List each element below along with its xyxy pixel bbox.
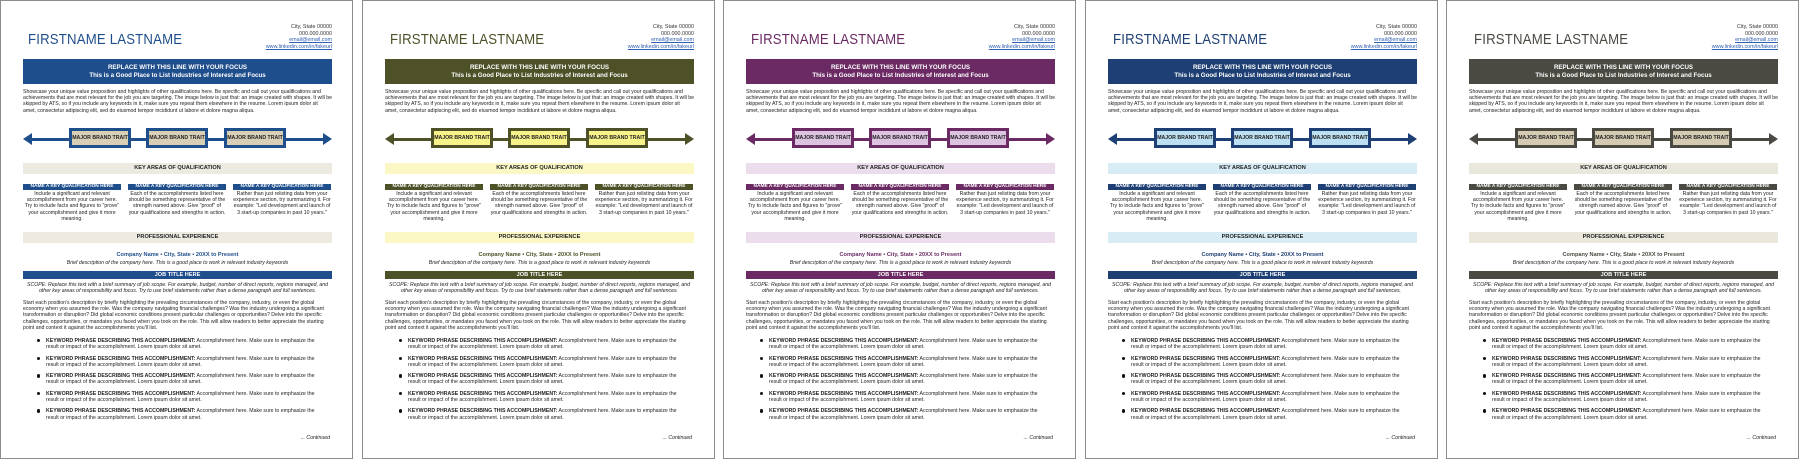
qualification-heading: NAME A KEY QUALIFICATION HERE — [1108, 184, 1206, 190]
contact-phone: 000.000.0000 — [661, 30, 694, 37]
accomplishment-keyword: KEYWORD PHRASE DESCRIBING THIS ACCOMPLISHMENT: — [1131, 355, 1281, 362]
accomplishment-text: Accomplishment here. Make sure to emphasize the result or impact of the accomplishment. Lorem ipsum dolor sit amet. — [769, 408, 1038, 421]
banner-focus-line: REPLACE WITH THIS LINE WITH YOUR FOCUS — [1553, 64, 1694, 71]
qualification-column — [1318, 184, 1416, 216]
candidate-name: FIRSTNAME LASTNAME — [390, 31, 545, 48]
brand-trait-box: MAJOR BRAND TRAIT — [792, 128, 854, 148]
brand-trait-box: MAJOR BRAND TRAIT — [1592, 128, 1654, 148]
contact-city: City, State 00000 — [1737, 24, 1778, 30]
qualification-heading: NAME A KEY QUALIFICATION HERE — [746, 184, 844, 190]
brand-trait-box: MAJOR BRAND TRAIT — [1154, 128, 1216, 148]
qualification-heading: NAME A KEY QUALIFICATION HERE — [1318, 184, 1416, 190]
qualification-column — [1679, 184, 1777, 216]
bullet-icon — [399, 339, 402, 342]
accomplishment-keyword: KEYWORD PHRASE DESCRIBING THIS ACCOMPLISHMENT: — [408, 355, 558, 362]
qualification-heading: NAME A KEY QUALIFICATION HERE — [956, 184, 1054, 190]
accomplishment-keyword: KEYWORD PHRASE DESCRIBING THIS ACCOMPLISHMENT: — [769, 408, 919, 415]
accomplishment-text: Accomplishment here. Make sure to emphasize the result or impact of the accomplishment. Lorem ipsum dolor sit amet. — [46, 355, 315, 368]
bullet-icon — [37, 374, 40, 377]
qualification-column — [490, 184, 588, 216]
brand-trait-box: MAJOR BRAND TRAIT — [69, 128, 131, 148]
accomplishment-keyword: KEYWORD PHRASE DESCRIBING THIS ACCOMPLISHMENT: — [46, 390, 196, 397]
contact-block — [1351, 24, 1417, 50]
accomplishment-text: Accomplishment here. Make sure to emphasize the result or impact of the accomplishment. Lorem ipsum dolor sit amet. — [408, 408, 677, 421]
accomplishment-keyword: KEYWORD PHRASE DESCRIBING THIS ACCOMPLISHMENT: — [769, 373, 919, 380]
bullet-icon — [1483, 357, 1486, 360]
accomplishment-keyword: KEYWORD PHRASE DESCRIBING THIS ACCOMPLISHMENT: — [769, 338, 919, 344]
qualification-text: Include a significant and relevant accomplishment from your career here. Try to include facts and figures to "prove" your accomplishment and give it more meaning. — [1470, 191, 1566, 222]
brand-trait-box: MAJOR BRAND TRAIT — [947, 128, 1009, 148]
contact-city: City, State 00000 — [1014, 24, 1055, 30]
accomplishment-item — [1483, 391, 1773, 403]
qualification-column — [851, 184, 949, 216]
accomplishment-item — [37, 391, 327, 403]
qualification-heading: NAME A KEY QUALIFICATION HERE — [1213, 184, 1311, 190]
qualification-column — [128, 184, 226, 216]
job-scope: SCOPE: Replace this text with a brief summary of job scope. For example, budget, number of direct reports, regions managed, and other key areas of responsibility and focus. Try to use brief statements rather than a dense paragraph and full sentences. — [26, 282, 329, 295]
bullet-icon — [1483, 409, 1486, 412]
key-areas-heading: KEY AREAS OF QUALIFICATION — [1108, 163, 1417, 174]
accomplishment-text: Accomplishment here. Make sure to emphasize the result or impact of the accomplishment. Lorem ipsum dolor sit amet. — [1131, 408, 1400, 421]
focus-banner — [1108, 59, 1417, 84]
bullet-icon — [1122, 339, 1125, 342]
value-proposition-summary: Showcase your unique value proposition and highlights of other qualifications here. Be specific and call out your qualifications and achievements that are most relevant for the job you are targeting. The image below is just that: an image created with shapes. It will be skipped by ATS, so if you include any keywords in it, make sure you repeat them elsewhere in the resume. Lorem ipsum dolor sit amet, consectetur adipiscing elit, sed do eiusmod tempor incididunt ut labore et dolore magna aliqua. — [385, 89, 695, 114]
company-line: Company Name • City, State • 20XX to Present — [478, 252, 601, 258]
accomplishment-item — [760, 408, 1050, 420]
bullet-icon — [760, 357, 763, 360]
job-context-paragraph: Start each position's description by briefly highlighting the prevailing circumstances of the company, industry, or even the global economy when you assumed the role. Was the company navigating financial challenges? Was the industry undergoing a significant transformation or disruption? Did global economic conditions present particular challenges or opportunities? Delve into the specific challenges, opportunities, or mandates you faced when you took on the role. This will allow readers to better appreciate the starting point and context it against the accomplishments you'll list. — [385, 300, 686, 331]
accomplishment-text: Accomplishment here. Make sure to emphasize the result or impact of the accomplishment. Lorem ipsum dolor sit amet. — [46, 338, 315, 351]
arrow-right-icon — [1046, 133, 1055, 145]
company-brief: Brief description of the company here. This is a good place to work in relevant industry keywords — [428, 260, 651, 266]
qualification-heading: NAME A KEY QUALIFICATION HERE — [128, 184, 226, 190]
arrow-right-icon — [1769, 133, 1778, 145]
job-title-bar: JOB TITLE HERE — [746, 271, 1055, 279]
accomplishment-keyword: KEYWORD PHRASE DESCRIBING THIS ACCOMPLISHMENT: — [1492, 355, 1642, 362]
contact-linkedin-link[interactable]: www.linkedin.com/in/fakeurl — [1711, 43, 1778, 50]
job-scope: SCOPE: Replace this text with a brief summary of job scope. For example, budget, number of direct reports, regions managed, and other key areas of responsibility and focus. Try to use brief statements rather than a dense paragraph and full sentences. — [388, 282, 691, 295]
banner-industries-line: This is a Good Place to List Industries of Interest and Focus — [1535, 72, 1712, 79]
brand-trait-box: MAJOR BRAND TRAIT — [586, 128, 648, 148]
accomplishment-item — [399, 408, 689, 420]
job-scope: SCOPE: Replace this text with a brief summary of job scope. For example, budget, number of direct reports, regions managed, and other key areas of responsibility and focus. Try to use brief statements rather than a dense paragraph and full sentences. — [749, 282, 1052, 295]
continued-note: ... Continued — [1385, 435, 1415, 441]
bullet-icon — [1483, 392, 1486, 395]
qualification-column — [233, 184, 331, 216]
brand-trait-box: MAJOR BRAND TRAIT — [869, 128, 931, 148]
qualification-text: Each of the accomplishments listed here should be something representative of the strength named above. Give "proof" of your qualifications and strengths in action. — [490, 191, 588, 216]
qualification-text: Each of the accomplishments listed here should be something representative of the strength named above. Give "proof" of your qualifications and strengths in action. — [851, 191, 949, 216]
accomplishment-keyword: KEYWORD PHRASE DESCRIBING THIS ACCOMPLISHMENT: — [46, 338, 196, 344]
bullet-icon — [760, 392, 763, 395]
continued-note: ... Continued — [1746, 435, 1776, 441]
brand-trait-box: MAJOR BRAND TRAIT — [1231, 128, 1293, 148]
bullet-icon — [1483, 339, 1486, 342]
contact-email-link[interactable]: email@email.com — [289, 37, 332, 44]
contact-city: City, State 00000 — [291, 24, 332, 30]
accomplishment-text: Accomplishment here. Make sure to emphasize the result or impact of the accomplishment. Lorem ipsum dolor sit amet. — [408, 338, 677, 351]
arrow-left-icon — [23, 133, 32, 145]
accomplishment-item — [399, 391, 689, 403]
bullet-icon — [760, 339, 763, 342]
qualification-column — [385, 184, 483, 222]
company-brief: Brief description of the company here. This is a good place to work in relevant industry keywords — [1151, 260, 1374, 266]
resume-page — [723, 0, 1076, 459]
value-proposition-summary: Showcase your unique value proposition and highlights of other qualifications here. Be specific and call out your qualifications and achievements that are most relevant for the job you are targeting. The image below is just that: an image created with shapes. It will be skipped by ATS, so if you include any keywords in it, make sure you repeat them elsewhere in the resume. Lorem ipsum dolor sit amet, consectetur adipiscing elit, sed do eiusmod tempor incididunt ut labore et dolore magna aliqua. — [746, 89, 1056, 114]
arrow-right-icon — [685, 133, 694, 145]
company-line: Company Name • City, State • 20XX to Present — [1562, 252, 1685, 258]
bullet-icon — [760, 374, 763, 377]
qualification-heading: NAME A KEY QUALIFICATION HERE — [233, 184, 331, 190]
accomplishment-text: Accomplishment here. Make sure to emphasize the result or impact of the accomplishment. Lorem ipsum dolor sit amet. — [1492, 338, 1761, 351]
bullet-icon — [1122, 409, 1125, 412]
bullet-icon — [1122, 357, 1125, 360]
focus-banner — [23, 59, 332, 84]
accomplishment-item — [37, 408, 327, 420]
accomplishment-list — [1483, 338, 1773, 426]
accomplishment-item — [37, 356, 327, 368]
job-context-paragraph: Start each position's description by briefly highlighting the prevailing circumstances of the company, industry, or even the global economy when you assumed the role. Was the company navigating financial challenges? Was the industry undergoing a significant transformation or disruption? Did global economic conditions present particular challenges or opportunities? Delve into the specific challenges, opportunities, or mandates you faced when you took on the role. This will allow readers to better appreciate the starting point and context it against the accomplishments you'll list. — [1469, 300, 1770, 331]
contact-linkedin-link[interactable]: www.linkedin.com/in/fakeurl — [627, 43, 694, 50]
focus-banner — [1469, 59, 1778, 84]
key-areas-heading: KEY AREAS OF QUALIFICATION — [1469, 163, 1778, 174]
bullet-icon — [1122, 392, 1125, 395]
accomplishment-text: Accomplishment here. Make sure to emphasize the result or impact of the accomplishment. Lorem ipsum dolor sit amet. — [408, 373, 677, 386]
accomplishment-item — [1122, 391, 1412, 403]
bullet-icon — [399, 392, 402, 395]
experience-heading: PROFESSIONAL EXPERIENCE — [385, 232, 694, 243]
accomplishment-keyword: KEYWORD PHRASE DESCRIBING THIS ACCOMPLISHMENT: — [1492, 338, 1642, 344]
qualification-text: Include a significant and relevant accomplishment from your career here. Try to include facts and figures to "prove" your accomplishment and give it more meaning. — [1109, 191, 1205, 222]
accomplishment-text: Accomplishment here. Make sure to emphasize the result or impact of the accomplishment. Lorem ipsum dolor sit amet. — [408, 355, 677, 368]
qualification-column — [956, 184, 1054, 216]
qualification-heading: NAME A KEY QUALIFICATION HERE — [851, 184, 949, 190]
bullet-icon — [37, 357, 40, 360]
accomplishment-keyword: KEYWORD PHRASE DESCRIBING THIS ACCOMPLISHMENT: — [46, 355, 196, 362]
accomplishment-text: Accomplishment here. Make sure to emphasize the result or impact of the accomplishment. Lorem ipsum dolor sit amet. — [1492, 390, 1761, 403]
resume-page — [0, 0, 353, 459]
contact-email-link[interactable]: email@email.com — [1374, 37, 1417, 44]
qualification-text: Include a significant and relevant accomplishment from your career here. Try to include facts and figures to "prove" your accomplishment and give it more meaning. — [386, 191, 482, 222]
banner-industries-line: This is a Good Place to List Industries of Interest and Focus — [451, 72, 628, 79]
bullet-icon — [37, 409, 40, 412]
accomplishment-text: Accomplishment here. Make sure to emphasize the result or impact of the accomplishment. Lorem ipsum dolor sit amet. — [408, 390, 677, 403]
accomplishment-item — [399, 356, 689, 368]
contact-block — [266, 24, 332, 50]
focus-banner — [746, 59, 1055, 84]
candidate-name: FIRSTNAME LASTNAME — [751, 31, 906, 48]
accomplishment-keyword: KEYWORD PHRASE DESCRIBING THIS ACCOMPLISHMENT: — [46, 373, 196, 380]
job-scope: SCOPE: Replace this text with a brief summary of job scope. For example, budget, number of direct reports, regions managed, and other key areas of responsibility and focus. Try to use brief statements rather than a dense paragraph and full sentences. — [1111, 282, 1414, 295]
value-proposition-summary: Showcase your unique value proposition and highlights of other qualifications here. Be specific and call out your qualifications and achievements that are most relevant for the job you are targeting. The image below is just that: an image created with shapes. It will be skipped by ATS, so if you include any keywords in it, make sure you repeat them elsewhere in the resume. Lorem ipsum dolor sit amet, consectetur adipiscing elit, sed do eiusmod tempor incididunt ut labore et dolore magna aliqua. — [1469, 89, 1779, 114]
qualification-heading: NAME A KEY QUALIFICATION HERE — [1574, 184, 1672, 190]
qualification-text: Each of the accomplishments listed here should be something representative of the strength named above. Give "proof" of your qualifications and strengths in action. — [1213, 191, 1311, 216]
accomplishment-text: Accomplishment here. Make sure to emphasize the result or impact of the accomplishment. Lorem ipsum dolor sit amet. — [1492, 408, 1761, 421]
brand-trait-box: MAJOR BRAND TRAIT — [1309, 128, 1371, 148]
accomplishment-item — [760, 391, 1050, 403]
company-line: Company Name • City, State • 20XX to Present — [839, 252, 962, 258]
contact-email-link[interactable]: email@email.com — [651, 37, 694, 44]
banner-industries-line: This is a Good Place to List Industries of Interest and Focus — [1174, 72, 1351, 79]
bullet-icon — [37, 392, 40, 395]
continued-note: ... Continued — [300, 435, 330, 441]
candidate-name: FIRSTNAME LASTNAME — [28, 31, 183, 48]
qualification-heading: NAME A KEY QUALIFICATION HERE — [385, 184, 483, 190]
brand-trait-box: MAJOR BRAND TRAIT — [146, 128, 208, 148]
accomplishment-keyword: KEYWORD PHRASE DESCRIBING THIS ACCOMPLISHMENT: — [769, 355, 919, 362]
brand-trait-box: MAJOR BRAND TRAIT — [1670, 128, 1732, 148]
banner-industries-line: This is a Good Place to List Industries of Interest and Focus — [89, 72, 266, 79]
accomplishment-item — [1483, 408, 1773, 420]
qualification-text: Include a significant and relevant accomplishment from your career here. Try to include facts and figures to "prove" your accomplishment and give it more meaning. — [747, 191, 843, 222]
accomplishment-text: Accomplishment here. Make sure to emphasize the result or impact of the accomplishment. Lorem ipsum dolor sit amet. — [1492, 355, 1761, 368]
qualification-column — [1574, 184, 1672, 216]
bullet-icon — [1483, 374, 1486, 377]
accomplishment-list — [1122, 338, 1412, 426]
accomplishment-item — [1483, 338, 1773, 350]
job-title-bar: JOB TITLE HERE — [1469, 271, 1778, 279]
contact-block — [628, 24, 694, 50]
experience-heading: PROFESSIONAL EXPERIENCE — [1469, 232, 1778, 243]
company-brief: Brief description of the company here. This is a good place to work in relevant industry keywords — [1512, 260, 1735, 266]
accomplishment-item — [1483, 373, 1773, 385]
accomplishment-item — [1122, 408, 1412, 420]
value-proposition-summary: Showcase your unique value proposition and highlights of other qualifications here. Be specific and call out your qualifications and achievements that are most relevant for the job you are targeting. The image below is just that: an image created with shapes. It will be skipped by ATS, so if you include any keywords in it, make sure you repeat them elsewhere in the resume. Lorem ipsum dolor sit amet, consectetur adipiscing elit, sed do eiusmod tempor incididunt ut labore et dolore magna aliqua. — [23, 89, 333, 114]
accomplishment-keyword: KEYWORD PHRASE DESCRIBING THIS ACCOMPLISHMENT: — [1492, 408, 1642, 415]
bullet-icon — [1122, 374, 1125, 377]
company-line: Company Name • City, State • 20XX to Present — [116, 252, 239, 258]
banner-focus-line: REPLACE WITH THIS LINE WITH YOUR FOCUS — [469, 64, 610, 71]
qualification-column — [1213, 184, 1311, 216]
banner-focus-line: REPLACE WITH THIS LINE WITH YOUR FOCUS — [107, 64, 248, 71]
qualification-heading: NAME A KEY QUALIFICATION HERE — [23, 184, 121, 190]
job-scope: SCOPE: Replace this text with a brief summary of job scope. For example, budget, number of direct reports, regions managed, and other key areas of responsibility and focus. Try to use brief statements rather than a dense paragraph and full sentences. — [1472, 282, 1775, 295]
accomplishment-item — [1122, 356, 1412, 368]
qualification-heading: NAME A KEY QUALIFICATION HERE — [490, 184, 588, 190]
accomplishment-text: Accomplishment here. Make sure to emphasize the result or impact of the accomplishment. Lorem ipsum dolor sit amet. — [769, 338, 1038, 351]
accomplishment-keyword: KEYWORD PHRASE DESCRIBING THIS ACCOMPLISHMENT: — [1492, 390, 1642, 397]
accomplishment-text: Accomplishment here. Make sure to emphasize the result or impact of the accomplishment. Lorem ipsum dolor sit amet. — [1131, 390, 1400, 403]
qualification-text: Rather than just relisting data from your experience section, try summarizing it. For example: "Led development and launch of 3 start-up companies in past 10 years." — [595, 191, 693, 216]
continued-note: ... Continued — [1023, 435, 1053, 441]
focus-banner — [385, 59, 694, 84]
accomplishment-keyword: KEYWORD PHRASE DESCRIBING THIS ACCOMPLISHMENT: — [1492, 373, 1642, 380]
candidate-name: FIRSTNAME LASTNAME — [1474, 31, 1629, 48]
arrow-left-icon — [1469, 133, 1478, 145]
job-context-paragraph: Start each position's description by briefly highlighting the prevailing circumstances of the company, industry, or even the global economy when you assumed the role. Was the company navigating financial challenges? Was the industry undergoing a significant transformation or disruption? Did global economic conditions present particular challenges or opportunities? Delve into the specific challenges, opportunities, or mandates you faced when you took on the role. This will allow readers to better appreciate the starting point and context it against the accomplishments you'll list. — [23, 300, 324, 331]
brand-trait-box: MAJOR BRAND TRAIT — [431, 128, 493, 148]
accomplishment-item — [760, 373, 1050, 385]
qualification-heading: NAME A KEY QUALIFICATION HERE — [1469, 184, 1567, 190]
contact-email-link[interactable]: email@email.com — [1735, 37, 1778, 44]
accomplishment-list — [760, 338, 1050, 426]
arrow-right-icon — [323, 133, 332, 145]
accomplishment-keyword: KEYWORD PHRASE DESCRIBING THIS ACCOMPLISHMENT: — [408, 408, 558, 415]
bullet-icon — [399, 409, 402, 412]
accomplishment-text: Accomplishment here. Make sure to emphasize the result or impact of the accomplishment. Lorem ipsum dolor sit amet. — [46, 373, 315, 386]
contact-linkedin-link[interactable]: www.linkedin.com/in/fakeurl — [988, 43, 1055, 50]
banner-focus-line: REPLACE WITH THIS LINE WITH YOUR FOCUS — [830, 64, 971, 71]
experience-heading: PROFESSIONAL EXPERIENCE — [23, 232, 332, 243]
accomplishment-keyword: KEYWORD PHRASE DESCRIBING THIS ACCOMPLISHMENT: — [408, 373, 558, 380]
job-title-bar: JOB TITLE HERE — [385, 271, 694, 279]
accomplishment-text: Accomplishment here. Make sure to emphasize the result or impact of the accomplishment. Lorem ipsum dolor sit amet. — [46, 408, 315, 421]
contact-phone: 000.000.0000 — [299, 30, 332, 37]
accomplishment-item — [1122, 338, 1412, 350]
bullet-icon — [760, 409, 763, 412]
contact-city: City, State 00000 — [653, 24, 694, 30]
accomplishment-keyword: KEYWORD PHRASE DESCRIBING THIS ACCOMPLISHMENT: — [46, 408, 196, 415]
accomplishment-list — [37, 338, 327, 426]
accomplishment-item — [760, 338, 1050, 350]
qualification-text: Rather than just relisting data from your experience section, try summarizing it. For example: "Led development and launch of 3 start-up companies in past 10 years." — [1318, 191, 1416, 216]
arrow-left-icon — [385, 133, 394, 145]
accomplishment-keyword: KEYWORD PHRASE DESCRIBING THIS ACCOMPLISHMENT: — [408, 338, 558, 344]
brand-trait-box: MAJOR BRAND TRAIT — [224, 128, 286, 148]
accomplishment-keyword: KEYWORD PHRASE DESCRIBING THIS ACCOMPLISHMENT: — [1131, 338, 1281, 344]
contact-email-link[interactable]: email@email.com — [1012, 37, 1055, 44]
job-title-bar: JOB TITLE HERE — [1108, 271, 1417, 279]
job-context-paragraph: Start each position's description by briefly highlighting the prevailing circumstances of the company, industry, or even the global economy when you assumed the role. Was the company navigating financial challenges? Was the industry undergoing a significant transformation or disruption? Did global economic conditions present particular challenges or opportunities? Delve into the specific challenges, opportunities, or mandates you faced when you took on the role. This will allow readers to better appreciate the starting point and context it against the accomplishments you'll list. — [746, 300, 1047, 331]
qualification-column — [1108, 184, 1206, 222]
contact-phone: 000.000.0000 — [1384, 30, 1417, 37]
contact-phone: 000.000.0000 — [1022, 30, 1055, 37]
accomplishment-text: Accomplishment here. Make sure to emphasize the result or impact of the accomplishment. Lorem ipsum dolor sit amet. — [1131, 355, 1400, 368]
accomplishment-list — [399, 338, 689, 426]
accomplishment-text: Accomplishment here. Make sure to emphasize the result or impact of the accomplishment. Lorem ipsum dolor sit amet. — [1492, 373, 1761, 386]
contact-linkedin-link[interactable]: www.linkedin.com/in/fakeurl — [265, 43, 332, 50]
company-brief: Brief description of the company here. This is a good place to work in relevant industry keywords — [66, 260, 289, 266]
arrow-left-icon — [746, 133, 755, 145]
candidate-name: FIRSTNAME LASTNAME — [1113, 31, 1268, 48]
job-title-bar: JOB TITLE HERE — [23, 271, 332, 279]
key-areas-heading: KEY AREAS OF QUALIFICATION — [23, 163, 332, 174]
key-areas-heading: KEY AREAS OF QUALIFICATION — [746, 163, 1055, 174]
value-proposition-summary: Showcase your unique value proposition and highlights of other qualifications here. Be specific and call out your qualifications and achievements that are most relevant for the job you are targeting. The image below is just that: an image created with shapes. It will be skipped by ATS, so if you include any keywords in it, make sure you repeat them elsewhere in the resume. Lorem ipsum dolor sit amet, consectetur adipiscing elit, sed do eiusmod tempor incididunt ut labore et dolore magna aliqua. — [1108, 89, 1418, 114]
qualification-text: Include a significant and relevant accomplishment from your career here. Try to include facts and figures to "prove" your accomplishment and give it more meaning. — [24, 191, 120, 222]
accomplishment-text: Accomplishment here. Make sure to emphasize the result or impact of the accomplishment. Lorem ipsum dolor sit amet. — [769, 390, 1038, 403]
qualification-column — [746, 184, 844, 222]
bullet-icon — [37, 339, 40, 342]
qualification-text: Rather than just relisting data from your experience section, try summarizing it. For example: "Led development and launch of 3 start-up companies in past 10 years." — [1679, 191, 1777, 216]
key-areas-heading: KEY AREAS OF QUALIFICATION — [385, 163, 694, 174]
accomplishment-item — [37, 373, 327, 385]
accomplishment-keyword: KEYWORD PHRASE DESCRIBING THIS ACCOMPLISHMENT: — [408, 390, 558, 397]
accomplishment-text: Accomplishment here. Make sure to emphasize the result or impact of the accomplishment. Lorem ipsum dolor sit amet. — [46, 390, 315, 403]
qualification-text: Rather than just relisting data from your experience section, try summarizing it. For example: "Led development and launch of 3 start-up companies in past 10 years." — [233, 191, 331, 216]
accomplishment-item — [399, 338, 689, 350]
company-line: Company Name • City, State • 20XX to Present — [1201, 252, 1324, 258]
banner-focus-line: REPLACE WITH THIS LINE WITH YOUR FOCUS — [1192, 64, 1333, 71]
arrow-left-icon — [1108, 133, 1117, 145]
continued-note: ... Continued — [662, 435, 692, 441]
accomplishment-item — [399, 373, 689, 385]
accomplishment-keyword: KEYWORD PHRASE DESCRIBING THIS ACCOMPLISHMENT: — [1131, 408, 1281, 415]
contact-block — [989, 24, 1055, 50]
job-context-paragraph: Start each position's description by briefly highlighting the prevailing circumstances of the company, industry, or even the global economy when you assumed the role. Was the company navigating financial challenges? Was the industry undergoing a significant transformation or disruption? Did global economic conditions present particular challenges or opportunities? Delve into the specific challenges, opportunities, or mandates you faced when you took on the role. This will allow readers to better appreciate the starting point and context it against the accomplishments you'll list. — [1108, 300, 1409, 331]
qualification-column — [23, 184, 121, 222]
qualification-heading: NAME A KEY QUALIFICATION HERE — [595, 184, 693, 190]
experience-heading: PROFESSIONAL EXPERIENCE — [746, 232, 1055, 243]
arrow-right-icon — [1408, 133, 1417, 145]
contact-city: City, State 00000 — [1376, 24, 1417, 30]
contact-phone: 000.000.0000 — [1745, 30, 1778, 37]
resume-page — [1085, 0, 1438, 459]
qualification-text: Each of the accomplishments listed here should be something representative of the strength named above. Give "proof" of your qualifications and strengths in action. — [1574, 191, 1672, 216]
accomplishment-keyword: KEYWORD PHRASE DESCRIBING THIS ACCOMPLISHMENT: — [769, 390, 919, 397]
qualification-text: Rather than just relisting data from your experience section, try summarizing it. For example: "Led development and launch of 3 start-up companies in past 10 years." — [956, 191, 1054, 216]
accomplishment-text: Accomplishment here. Make sure to emphasize the result or impact of the accomplishment. Lorem ipsum dolor sit amet. — [1131, 373, 1400, 386]
resume-page — [1446, 0, 1799, 459]
accomplishment-keyword: KEYWORD PHRASE DESCRIBING THIS ACCOMPLISHMENT: — [1131, 390, 1281, 397]
company-brief: Brief description of the company here. This is a good place to work in relevant industry keywords — [789, 260, 1012, 266]
accomplishment-text: Accomplishment here. Make sure to emphasize the result or impact of the accomplishment. Lorem ipsum dolor sit amet. — [1131, 338, 1400, 351]
banner-industries-line: This is a Good Place to List Industries of Interest and Focus — [812, 72, 989, 79]
qualification-column — [1469, 184, 1567, 222]
accomplishment-keyword: KEYWORD PHRASE DESCRIBING THIS ACCOMPLISHMENT: — [1131, 373, 1281, 380]
accomplishment-item — [760, 356, 1050, 368]
brand-trait-box: MAJOR BRAND TRAIT — [508, 128, 570, 148]
accomplishment-text: Accomplishment here. Make sure to emphasize the result or impact of the accomplishment. Lorem ipsum dolor sit amet. — [769, 373, 1038, 386]
brand-trait-box: MAJOR BRAND TRAIT — [1515, 128, 1577, 148]
bullet-icon — [399, 357, 402, 360]
contact-block — [1712, 24, 1778, 50]
bullet-icon — [399, 374, 402, 377]
resume-page — [362, 0, 715, 459]
accomplishment-item — [1122, 373, 1412, 385]
contact-linkedin-link[interactable]: www.linkedin.com/in/fakeurl — [1350, 43, 1417, 50]
qualification-column — [595, 184, 693, 216]
accomplishment-item — [1483, 356, 1773, 368]
experience-heading: PROFESSIONAL EXPERIENCE — [1108, 232, 1417, 243]
accomplishment-text: Accomplishment here. Make sure to emphasize the result or impact of the accomplishment. Lorem ipsum dolor sit amet. — [769, 355, 1038, 368]
accomplishment-item — [37, 338, 327, 350]
qualification-text: Each of the accomplishments listed here should be something representative of the strength named above. Give "proof" of your qualifications and strengths in action. — [128, 191, 226, 216]
qualification-heading: NAME A KEY QUALIFICATION HERE — [1679, 184, 1777, 190]
